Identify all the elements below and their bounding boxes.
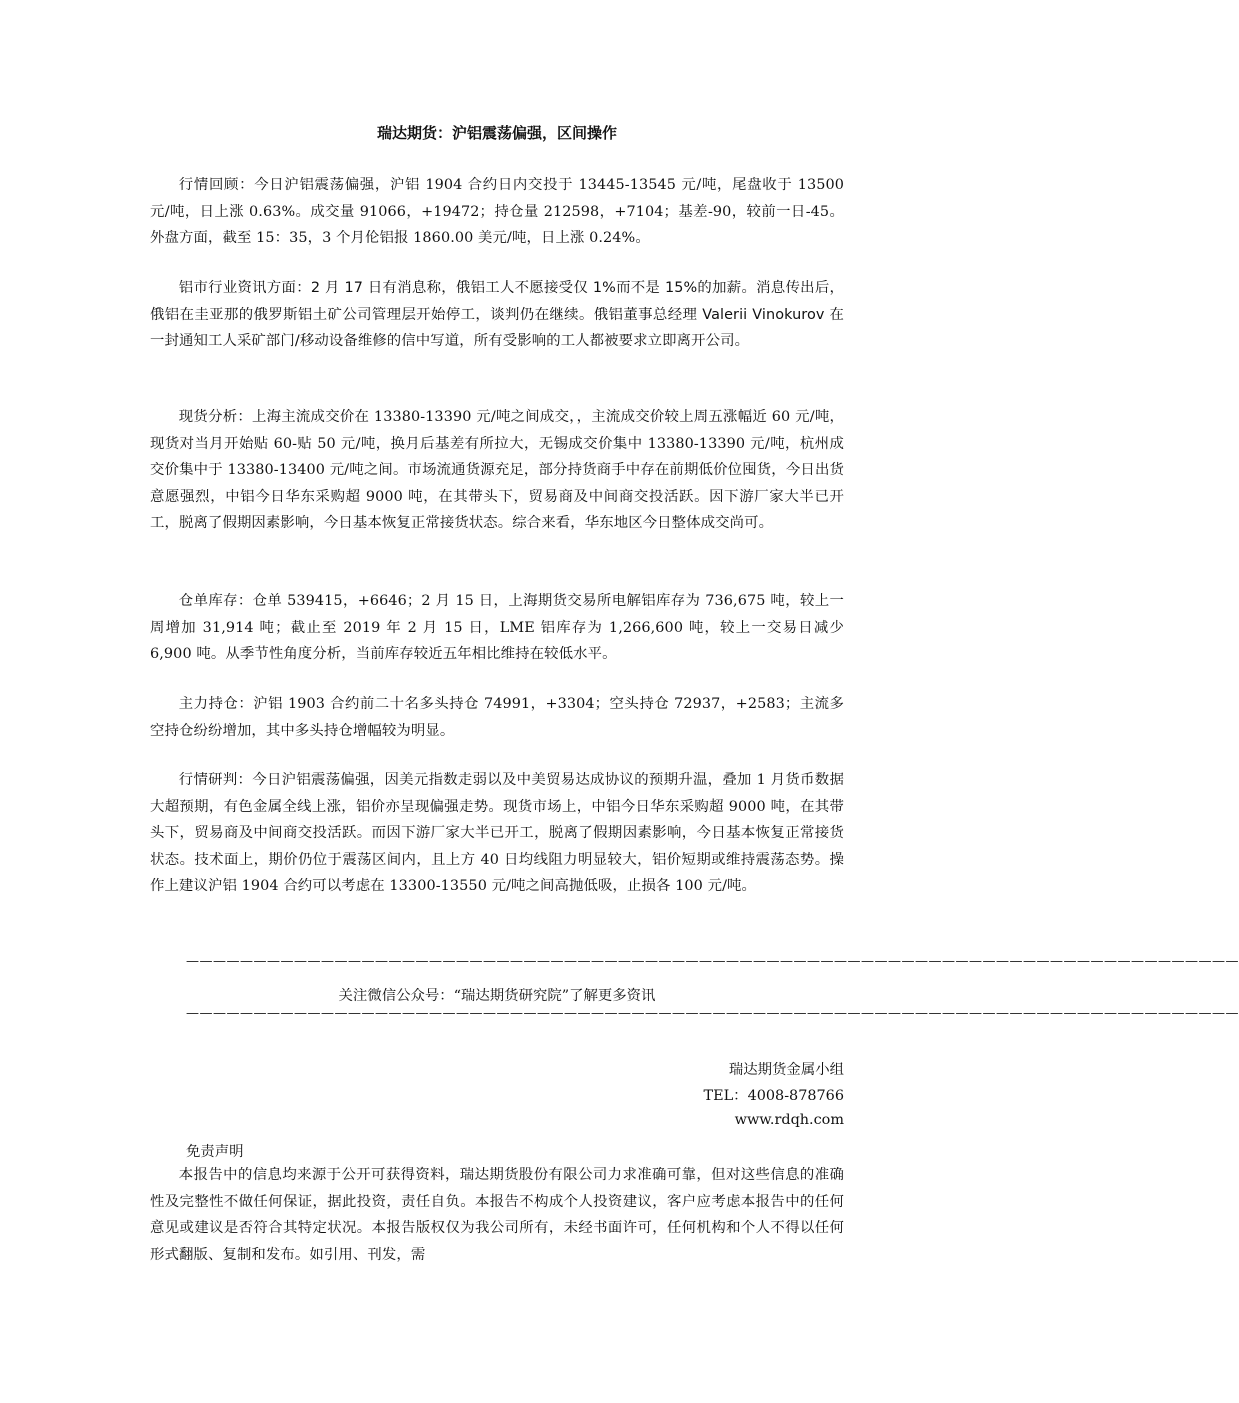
paragraph-spot-analysis: 现货分析：上海主流成交价在 13380-13390 元/吨之间成交，，主流成交价较上周五涨幅近 60 元/吨，现货对当月开始贴 60-贴 50 元/吨，换月后基差有所拉大，无锡成交价集中 13380-13390 元/吨，杭州成交价集中于 13380-13400 元/吨之间。市场流通货源充足，部分持货商手中存在前期低价位囤货，今日出货意愿强烈，中铝今日华东采购超 9000 吨，在其带头下，贸易商及中间商交投活跃。因下游厂家大半已开工，脱离了假期因素影响，今日基本恢复正常接货状态。综合来看，华东地区今日整体成交尚可。: [150, 409, 844, 531]
paragraph-main-positions: 主力持仓：沪铝 1903 合约前二十名多头持仓 74991，+3304；空头持仓 72937，+2583；主流多空持仓纷纷增加，其中多头持仓增幅较为明显。: [150, 696, 844, 739]
paragraph-market-review: 行情回顾：今日沪铝震荡偏强，沪铝 1904 合约日内交投于 13445-13545 元/吨，尾盘收于 13500 元/吨，日上涨 0.63%。成交量 91066，+19472；持仓量 212598，+7104；基差-90，较前一日-45。外盘方面，截至 15：35，3 个月伦铝报 1860.00 美元/吨，日上涨 0.24%。: [150, 177, 844, 246]
paragraph-outlook: 行情研判：今日沪铝震荡偏强，因美元指数走弱以及中美贸易达成协议的预期升温，叠加 1 月货币数据大超预期，有色金属全线上涨，铝价亦呈现偏强走势。现货市场上，中铝今日华东采购超 9000 吨，在其带头下，贸易商及中间商交投活跃。而因下游厂家大半已开工，脱离了假期因素影响，今日基本恢复正常接货状态。技术面上，期价仍位于震荡区间内，且上方 40 日均线阻力明显较大，铝价短期或维持震荡态势。操作上建议沪铝 1904 合约可以考虑在 13300-13550 元/吨之间高抛低吸，止损各 100 元/吨。: [150, 772, 844, 894]
paragraph-industry-news: 铝市行业资讯方面：2 月 17 日有消息称，俄铝工人不愿接受仅 1%而不是 15%的加薪。消息传出后，俄铝在圭亚那的俄罗斯铝土矿公司管理层开始停工，谈判仍在继续。俄铝董事总经理 Valerii Vinokurov 在一封通知工人采矿部门/移动设备维修的信中写道，所有受影响的工人都被要求立即离开公司。: [150, 280, 844, 349]
signature-tel: TEL：4008-878766: [703, 1088, 844, 1104]
wechat-notice: 关注微信公众号：“瑞达期货研究院”了解更多资讯: [338, 988, 656, 1004]
divider-bottom: ——————————————————————————————————————————————————————————————————————————————: [186, 1006, 1239, 1021]
divider-top: ——————————————————————————————————————————————————————————————————————————————: [186, 954, 1239, 969]
disclaimer-heading: 免责声明: [186, 1144, 244, 1160]
disclaimer-body: 本报告中的信息均来源于公开可获得资料，瑞达期货股份有限公司力求准确可靠，但对这些信息的准确性及完整性不做任何保证，据此投资，责任自负。本报告不构成个人投资建议，客户应考虑本报告中的任何意见或建议是否符合其特定状况。本报告版权仅为我公司所有，未经书面许可，任何机构和个人不得以任何形式翻版、复制和发布。如引用、刊发，需: [150, 1167, 844, 1263]
paragraph-inventory: 仓单库存：仓单 539415，+6646；2 月 15 日，上海期货交易所电解铝库存为 736,675 吨，较上一周增加 31,914 吨；截止至 2019 年 2 月 15 日，LME 铝库存为 1,266,600 吨，较上一交易日减少 6,900 吨。从季节性角度分析，当前库存较近五年相比维持在较低水平。: [150, 593, 844, 662]
signature-website: www.rdqh.com: [734, 1112, 844, 1128]
signature-team: 瑞达期货金属小组: [728, 1062, 844, 1078]
report-title: 瑞达期货：沪铝震荡偏强，区间操作: [376, 124, 617, 142]
